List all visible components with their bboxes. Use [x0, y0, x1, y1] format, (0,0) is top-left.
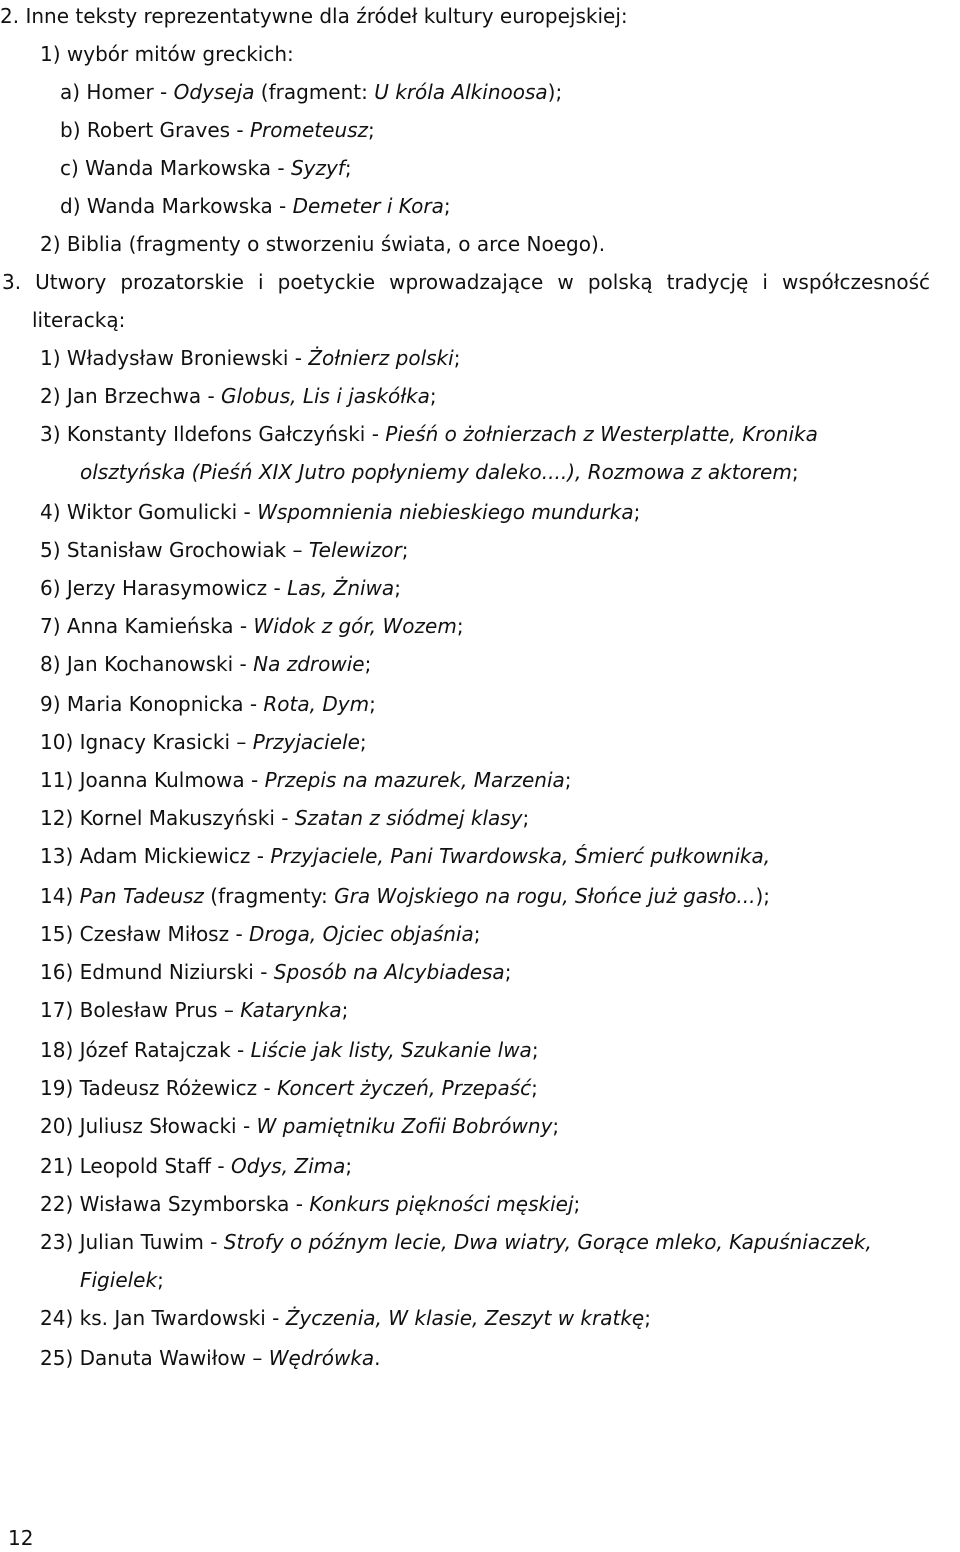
- item-works: Przyjaciele: [252, 730, 360, 754]
- item-end: ;: [429, 384, 437, 408]
- item-author: 18) Józef Ratajczak -: [40, 1038, 251, 1062]
- bible-item: 2) Biblia (fragmenty o stworzeniu świata, o arce Noego).: [40, 232, 606, 256]
- list-item: [40, 1074, 538, 1102]
- item-works: Rota, Dym: [263, 692, 370, 716]
- list-item: [40, 882, 770, 910]
- item-end: ;: [345, 1154, 353, 1178]
- item-author: 24) ks. Jan Twardowski -: [40, 1306, 286, 1330]
- list-item: [40, 804, 529, 832]
- myth-a-mid: (fragment:: [254, 80, 375, 104]
- page-number: 12: [8, 1526, 34, 1550]
- list-item: [40, 420, 818, 448]
- myth-b-title: Prometeusz: [249, 118, 369, 142]
- item-end: ;: [791, 460, 799, 484]
- item-author: 25) Danuta Wawiłow –: [40, 1346, 269, 1370]
- list-item: [40, 382, 437, 410]
- item-works: Przepis na mazurek, Marzenia: [264, 768, 565, 792]
- list-item: [40, 650, 371, 678]
- item-author: 17) Bolesław Prus –: [40, 998, 241, 1022]
- item-author: 2) Jan Brzechwa -: [40, 384, 222, 408]
- section-2-heading: 2. Inne teksty reprezentatywne dla źródeł kultury europejskiej:: [0, 4, 628, 28]
- item-works: olsztyńska (Pieśń XIX Jutro popłyniemy daleko....), Rozmowa z aktorem: [80, 460, 792, 484]
- item-end: ;: [341, 998, 349, 1022]
- item-works: Telewizor: [308, 538, 402, 562]
- item-end: ;: [473, 922, 481, 946]
- item-author: 13) Adam Mickiewicz -: [40, 844, 271, 868]
- item-end: ;: [359, 730, 367, 754]
- item-works: Życzenia, W klasie, Zeszyt w kratkę: [285, 1306, 645, 1330]
- item-works: Przyjaciele, Pani Twardowska, Śmierć pułkownika,: [270, 844, 771, 868]
- item-works: Las, Żniwa: [287, 576, 395, 600]
- item-author: 22) Wisława Szymborska -: [40, 1192, 310, 1216]
- item-end: ;: [504, 960, 512, 984]
- item-works-fragments: Gra Wojskiego na rogu, Słońce już gasło...: [334, 884, 756, 908]
- list-item: [40, 1152, 352, 1180]
- item-end: );: [755, 884, 771, 908]
- myth-d-title: Demeter i Kora: [292, 194, 444, 218]
- myth-c-suffix: ;: [344, 156, 352, 180]
- item-end: ;: [394, 576, 401, 600]
- myth-b-suffix: ;: [368, 118, 375, 142]
- myths-item: 1) wybór mitów greckich:: [40, 42, 294, 66]
- item-end: ;: [531, 1038, 539, 1062]
- myth-d: [60, 192, 451, 220]
- item-author: 20) Juliusz Słowacki -: [40, 1114, 257, 1138]
- item-end: ;: [456, 614, 464, 638]
- list-item: [40, 728, 367, 756]
- list-item: [40, 1112, 559, 1140]
- item-end: ;: [564, 768, 572, 792]
- item-end: ;: [522, 806, 530, 830]
- item-mid: (fragmenty:: [203, 884, 335, 908]
- item-works: Sposób na Alcybiadesa: [273, 960, 505, 984]
- item-end: ;: [633, 500, 641, 524]
- list-item: [40, 842, 770, 870]
- myth-b-author: b) Robert Graves -: [60, 118, 250, 142]
- item-author: 14): [40, 884, 80, 908]
- list-item: [40, 498, 640, 526]
- item-works: Żołnierz polski: [308, 346, 454, 370]
- item-author: 21) Leopold Staff -: [40, 1154, 231, 1178]
- item-works: Na zdrowie: [253, 652, 365, 676]
- list-item: [40, 1304, 651, 1332]
- myth-a-fragment: U króla Alkinoosa: [374, 80, 548, 104]
- list-item: [40, 690, 376, 718]
- section-3-heading-cont: literacką:: [32, 308, 126, 332]
- list-item: [40, 1228, 872, 1256]
- list-item: [40, 996, 348, 1024]
- item-author: 1) Władysław Broniewski -: [40, 346, 309, 370]
- list-item: [40, 536, 408, 564]
- item-works: Koncert życzeń, Przepaść: [277, 1076, 532, 1100]
- item-author: 4) Wiktor Gomulicki -: [40, 500, 258, 524]
- item-author: 19) Tadeusz Różewicz -: [40, 1076, 278, 1100]
- list-item: [40, 1190, 580, 1218]
- item-works: Droga, Ojciec objaśnia: [249, 922, 474, 946]
- list-item: [40, 574, 401, 602]
- item-author: 15) Czesław Miłosz -: [40, 922, 250, 946]
- item-author: 23) Julian Tuwim -: [40, 1230, 224, 1254]
- item-end: ;: [453, 346, 461, 370]
- item-works: Liście jak listy, Szukanie lwa: [250, 1038, 532, 1062]
- list-item-continuation: [80, 458, 799, 486]
- item-works: Widok z gór, Wozem: [253, 614, 457, 638]
- myth-a-title: Odyseja: [173, 80, 255, 104]
- list-item-continuation: [80, 1266, 164, 1294]
- myth-a-author: a) Homer -: [60, 80, 174, 104]
- myth-d-suffix: ;: [443, 194, 451, 218]
- list-item: [40, 1344, 381, 1372]
- item-author: 6) Jerzy Harasymowicz -: [40, 576, 288, 600]
- item-works: Pan Tadeusz: [79, 884, 204, 908]
- item-author: 5) Stanisław Grochowiak –: [40, 538, 309, 562]
- section-3-heading: 3. Utwory prozatorskie i poetyckie wprowadzające w polską tradycję i współczesność: [2, 270, 930, 294]
- myth-a-suffix: );: [547, 80, 563, 104]
- myth-c: [60, 154, 352, 182]
- item-end: ;: [364, 652, 372, 676]
- list-item: [40, 766, 572, 794]
- item-end: ;: [157, 1268, 164, 1292]
- list-item: [40, 344, 460, 372]
- item-end: ;: [369, 692, 376, 716]
- item-works: Odys, Zima: [231, 1154, 346, 1178]
- item-author: 8) Jan Kochanowski -: [40, 652, 254, 676]
- item-works: Pieśń o żołnierzach z Westerplatte, Kronika: [385, 422, 818, 446]
- item-author: 9) Maria Konopnicka -: [40, 692, 264, 716]
- myth-a: [60, 78, 562, 106]
- item-author: 10) Ignacy Krasicki –: [40, 730, 253, 754]
- list-item: [40, 920, 480, 948]
- item-end: ;: [573, 1192, 581, 1216]
- myth-b: [60, 116, 375, 144]
- item-author: 11) Joanna Kulmowa -: [40, 768, 265, 792]
- item-end: ;: [644, 1306, 651, 1330]
- item-works: Konkurs piękności męskiej: [309, 1192, 574, 1216]
- item-author: 12) Kornel Makuszyński -: [40, 806, 295, 830]
- item-author: 7) Anna Kamieńska -: [40, 614, 254, 638]
- item-end: ;: [531, 1076, 538, 1100]
- list-item: [40, 1036, 539, 1064]
- item-works: Szatan z siódmej klasy: [294, 806, 523, 830]
- item-works: Wspomnienia niebieskiego mundurka: [257, 500, 634, 524]
- item-end: ;: [401, 538, 409, 562]
- myth-d-author: d) Wanda Markowska -: [60, 194, 293, 218]
- item-author: 3) Konstanty Ildefons Gałczyński -: [40, 422, 386, 446]
- item-works: W pamiętniku Zofii Bobrówny: [256, 1114, 553, 1138]
- item-works: Globus, Lis i jaskółka: [221, 384, 430, 408]
- myth-c-title: Syzyf: [290, 156, 345, 180]
- item-works: Figielek: [80, 1268, 158, 1292]
- item-end: ;: [552, 1114, 560, 1138]
- item-works: Wędrówka: [268, 1346, 375, 1370]
- list-item: [40, 958, 511, 986]
- item-works: Katarynka: [240, 998, 342, 1022]
- item-works: Strofy o późnym lecie, Dwa wiatry, Gorące mleko, Kapuśniaczek,: [223, 1230, 872, 1254]
- item-end: .: [374, 1346, 381, 1370]
- list-item: [40, 612, 464, 640]
- item-author: 16) Edmund Niziurski -: [40, 960, 274, 984]
- myth-c-author: c) Wanda Markowska -: [60, 156, 291, 180]
